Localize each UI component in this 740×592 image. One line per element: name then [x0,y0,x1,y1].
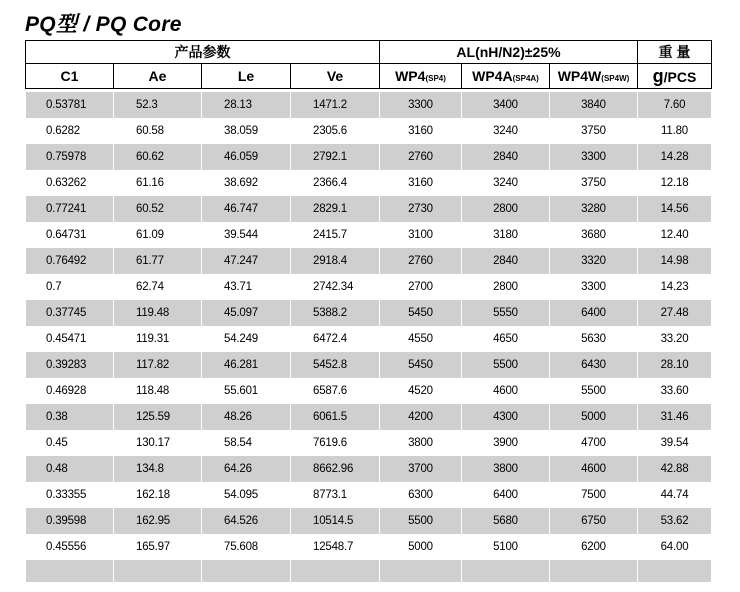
cell-wp4: 6300 [380,482,462,508]
cell-c1: 0.39598 [26,508,114,534]
cell-ae: 61.16 [114,170,202,196]
cell-le: 46.059 [202,144,291,170]
table-row [26,456,712,482]
cell-wp4: 4550 [380,326,462,352]
table-row-empty [26,560,712,582]
cell-ve: 8662.96 [291,456,380,482]
cell-wp4: 2700 [380,274,462,300]
table-row [26,534,712,560]
cell-wp4: 5000 [380,534,462,560]
header-weight-unit-g: g [652,65,664,86]
cell-weight: 27.48 [638,300,712,326]
cell-ve: 2366.4 [291,170,380,196]
cell-wp4w: 3750 [550,118,638,144]
cell-weight: 53.62 [638,508,712,534]
table-row [26,92,712,118]
cell-wp4: 5500 [380,508,462,534]
cell-c1: 0.46928 [26,378,114,404]
cell-ae: 162.18 [114,482,202,508]
table-row [26,482,712,508]
table-row [26,274,712,300]
header-wp4-sub: (SP4) [425,74,446,83]
cell-ve: 6587.6 [291,378,380,404]
cell-ve: 6061.5 [291,404,380,430]
cell-c1: 0.45471 [26,326,114,352]
cell-empty [114,560,202,582]
cell-wp4: 5450 [380,300,462,326]
header-group-al: AL(nH/N2)±25% [380,41,638,64]
cell-wp4: 2760 [380,248,462,274]
cell-weight: 28.10 [638,352,712,378]
table-body [26,89,712,583]
cell-wp4w: 6430 [550,352,638,378]
cell-wp4a: 3800 [462,456,550,482]
cell-wp4a: 6400 [462,482,550,508]
cell-ve: 8773.1 [291,482,380,508]
cell-c1: 0.33355 [26,482,114,508]
cell-le: 64.26 [202,456,291,482]
cell-wp4a: 3900 [462,430,550,456]
cell-weight: 14.98 [638,248,712,274]
cell-ae: 130.17 [114,430,202,456]
cell-ae: 119.31 [114,326,202,352]
table-row [26,326,712,352]
cell-ve: 2918.4 [291,248,380,274]
header-ve: Ve [291,64,380,89]
cell-ae: 60.62 [114,144,202,170]
cell-le: 58.54 [202,430,291,456]
cell-empty [26,560,114,582]
cell-c1: 0.7 [26,274,114,300]
cell-empty [638,560,712,582]
cell-weight: 14.56 [638,196,712,222]
cell-empty [462,560,550,582]
cell-le: 54.095 [202,482,291,508]
cell-ae: 134.8 [114,456,202,482]
cell-ve: 12548.7 [291,534,380,560]
cell-wp4: 2730 [380,196,462,222]
table-row [26,196,712,222]
header-wp4a-sub: (SP4A) [512,74,539,83]
cell-wp4a: 4300 [462,404,550,430]
cell-wp4a: 2840 [462,248,550,274]
cell-weight: 64.00 [638,534,712,560]
cell-wp4w: 3320 [550,248,638,274]
cell-c1: 0.38 [26,404,114,430]
cell-ve: 1471.2 [291,92,380,118]
header-group-params: 产品参数 [26,41,380,64]
table-row [26,118,712,144]
cell-wp4a: 2800 [462,196,550,222]
cell-wp4w: 7500 [550,482,638,508]
cell-wp4a: 4650 [462,326,550,352]
cell-ae: 162.95 [114,508,202,534]
cell-wp4a: 2840 [462,144,550,170]
page-title: PQ型 / PQ Core [25,13,182,36]
cell-ae: 62.74 [114,274,202,300]
cell-ve: 5452.8 [291,352,380,378]
header-le: Le [202,64,291,89]
cell-wp4w: 4700 [550,430,638,456]
cell-c1: 0.45556 [26,534,114,560]
cell-c1: 0.45 [26,430,114,456]
cell-weight: 42.88 [638,456,712,482]
cell-le: 55.601 [202,378,291,404]
cell-wp4w: 3300 [550,274,638,300]
cell-weight: 14.23 [638,274,712,300]
cell-c1: 0.39283 [26,352,114,378]
cell-ae: 165.97 [114,534,202,560]
cell-empty [550,560,638,582]
cell-wp4w: 3840 [550,92,638,118]
cell-c1: 0.63262 [26,170,114,196]
header-wp4w-sub: (SP4W) [601,74,630,83]
cell-wp4w: 5500 [550,378,638,404]
cell-ve: 2829.1 [291,196,380,222]
cell-ae: 117.82 [114,352,202,378]
cell-wp4w: 5000 [550,404,638,430]
cell-wp4a: 3400 [462,92,550,118]
cell-wp4a: 3240 [462,170,550,196]
cell-le: 39.544 [202,222,291,248]
cell-le: 75.608 [202,534,291,560]
cell-weight: 33.60 [638,378,712,404]
cell-empty [291,560,380,582]
cell-ve: 6472.4 [291,326,380,352]
cell-wp4w: 4600 [550,456,638,482]
cell-le: 45.097 [202,300,291,326]
header-weight-top: 重 量 [638,41,712,64]
table-row [26,508,712,534]
table-row [26,404,712,430]
cell-le: 38.059 [202,118,291,144]
cell-wp4a: 5680 [462,508,550,534]
cell-ve: 2792.1 [291,144,380,170]
cell-empty [202,560,291,582]
cell-ve: 2415.7 [291,222,380,248]
cell-wp4a: 2800 [462,274,550,300]
cell-wp4w: 6200 [550,534,638,560]
cell-weight: 31.46 [638,404,712,430]
cell-weight: 14.28 [638,144,712,170]
cell-wp4a: 5550 [462,300,550,326]
cell-le: 47.247 [202,248,291,274]
cell-ve: 7619.6 [291,430,380,456]
cell-le: 38.692 [202,170,291,196]
cell-weight: 11.80 [638,118,712,144]
cell-le: 48.26 [202,404,291,430]
cell-wp4a: 5500 [462,352,550,378]
cell-c1: 0.64731 [26,222,114,248]
cell-wp4: 5450 [380,352,462,378]
cell-wp4w: 3680 [550,222,638,248]
cell-c1: 0.37745 [26,300,114,326]
cell-wp4w: 5630 [550,326,638,352]
cell-weight: 12.18 [638,170,712,196]
cell-wp4a: 3180 [462,222,550,248]
table-row [26,300,712,326]
table-row [26,352,712,378]
header-c1: C1 [26,64,114,89]
cell-wp4: 3160 [380,170,462,196]
cell-wp4a: 3240 [462,118,550,144]
header-wp4w-main: WP4W [557,68,602,84]
cell-ve: 5388.2 [291,300,380,326]
cell-ae: 61.09 [114,222,202,248]
cell-wp4: 3800 [380,430,462,456]
cell-ve: 2742.34 [291,274,380,300]
cell-ae: 60.58 [114,118,202,144]
cell-ve: 2305.6 [291,118,380,144]
cell-wp4w: 6750 [550,508,638,534]
cell-wp4: 3100 [380,222,462,248]
table-row [26,222,712,248]
cell-wp4a: 5100 [462,534,550,560]
cell-weight: 39.54 [638,430,712,456]
cell-ae: 52.3 [114,92,202,118]
header-weight-unit [638,64,712,89]
cell-wp4w: 3750 [550,170,638,196]
cell-weight: 7.60 [638,92,712,118]
cell-empty [380,560,462,582]
cell-ve: 10514.5 [291,508,380,534]
cell-wp4: 2760 [380,144,462,170]
cell-weight: 44.74 [638,482,712,508]
cell-le: 43.71 [202,274,291,300]
pq-core-spec-table [25,40,712,582]
cell-wp4: 4200 [380,404,462,430]
table-row [26,170,712,196]
header-ae: Ae [114,64,202,89]
cell-wp4: 3700 [380,456,462,482]
cell-c1: 0.6282 [26,118,114,144]
cell-le: 28.13 [202,92,291,118]
cell-wp4: 4520 [380,378,462,404]
cell-le: 46.747 [202,196,291,222]
cell-wp4w: 6400 [550,300,638,326]
cell-wp4: 3300 [380,92,462,118]
cell-c1: 0.76492 [26,248,114,274]
cell-wp4: 3160 [380,118,462,144]
cell-ae: 118.48 [114,378,202,404]
cell-wp4w: 3300 [550,144,638,170]
header-wp4a-main: WP4A [472,68,513,84]
cell-ae: 125.59 [114,404,202,430]
cell-c1: 0.77241 [26,196,114,222]
cell-weight: 33.20 [638,326,712,352]
cell-c1: 0.48 [26,456,114,482]
cell-ae: 119.48 [114,300,202,326]
cell-le: 64.526 [202,508,291,534]
cell-le: 54.249 [202,326,291,352]
header-weight-unit-rest: /PCS [663,68,697,85]
header-wp4a [462,64,550,89]
cell-ae: 60.52 [114,196,202,222]
table-row [26,430,712,456]
header-wp4-main: WP4 [395,68,426,84]
cell-wp4w: 3280 [550,196,638,222]
cell-c1: 0.75978 [26,144,114,170]
cell-ae: 61.77 [114,248,202,274]
table-row [26,248,712,274]
cell-c1: 0.53781 [26,92,114,118]
header-wp4w [550,64,638,89]
header-wp4 [380,64,462,89]
table-row [26,144,712,170]
table-row [26,378,712,404]
cell-wp4a: 4600 [462,378,550,404]
cell-le: 46.281 [202,352,291,378]
cell-weight: 12.40 [638,222,712,248]
